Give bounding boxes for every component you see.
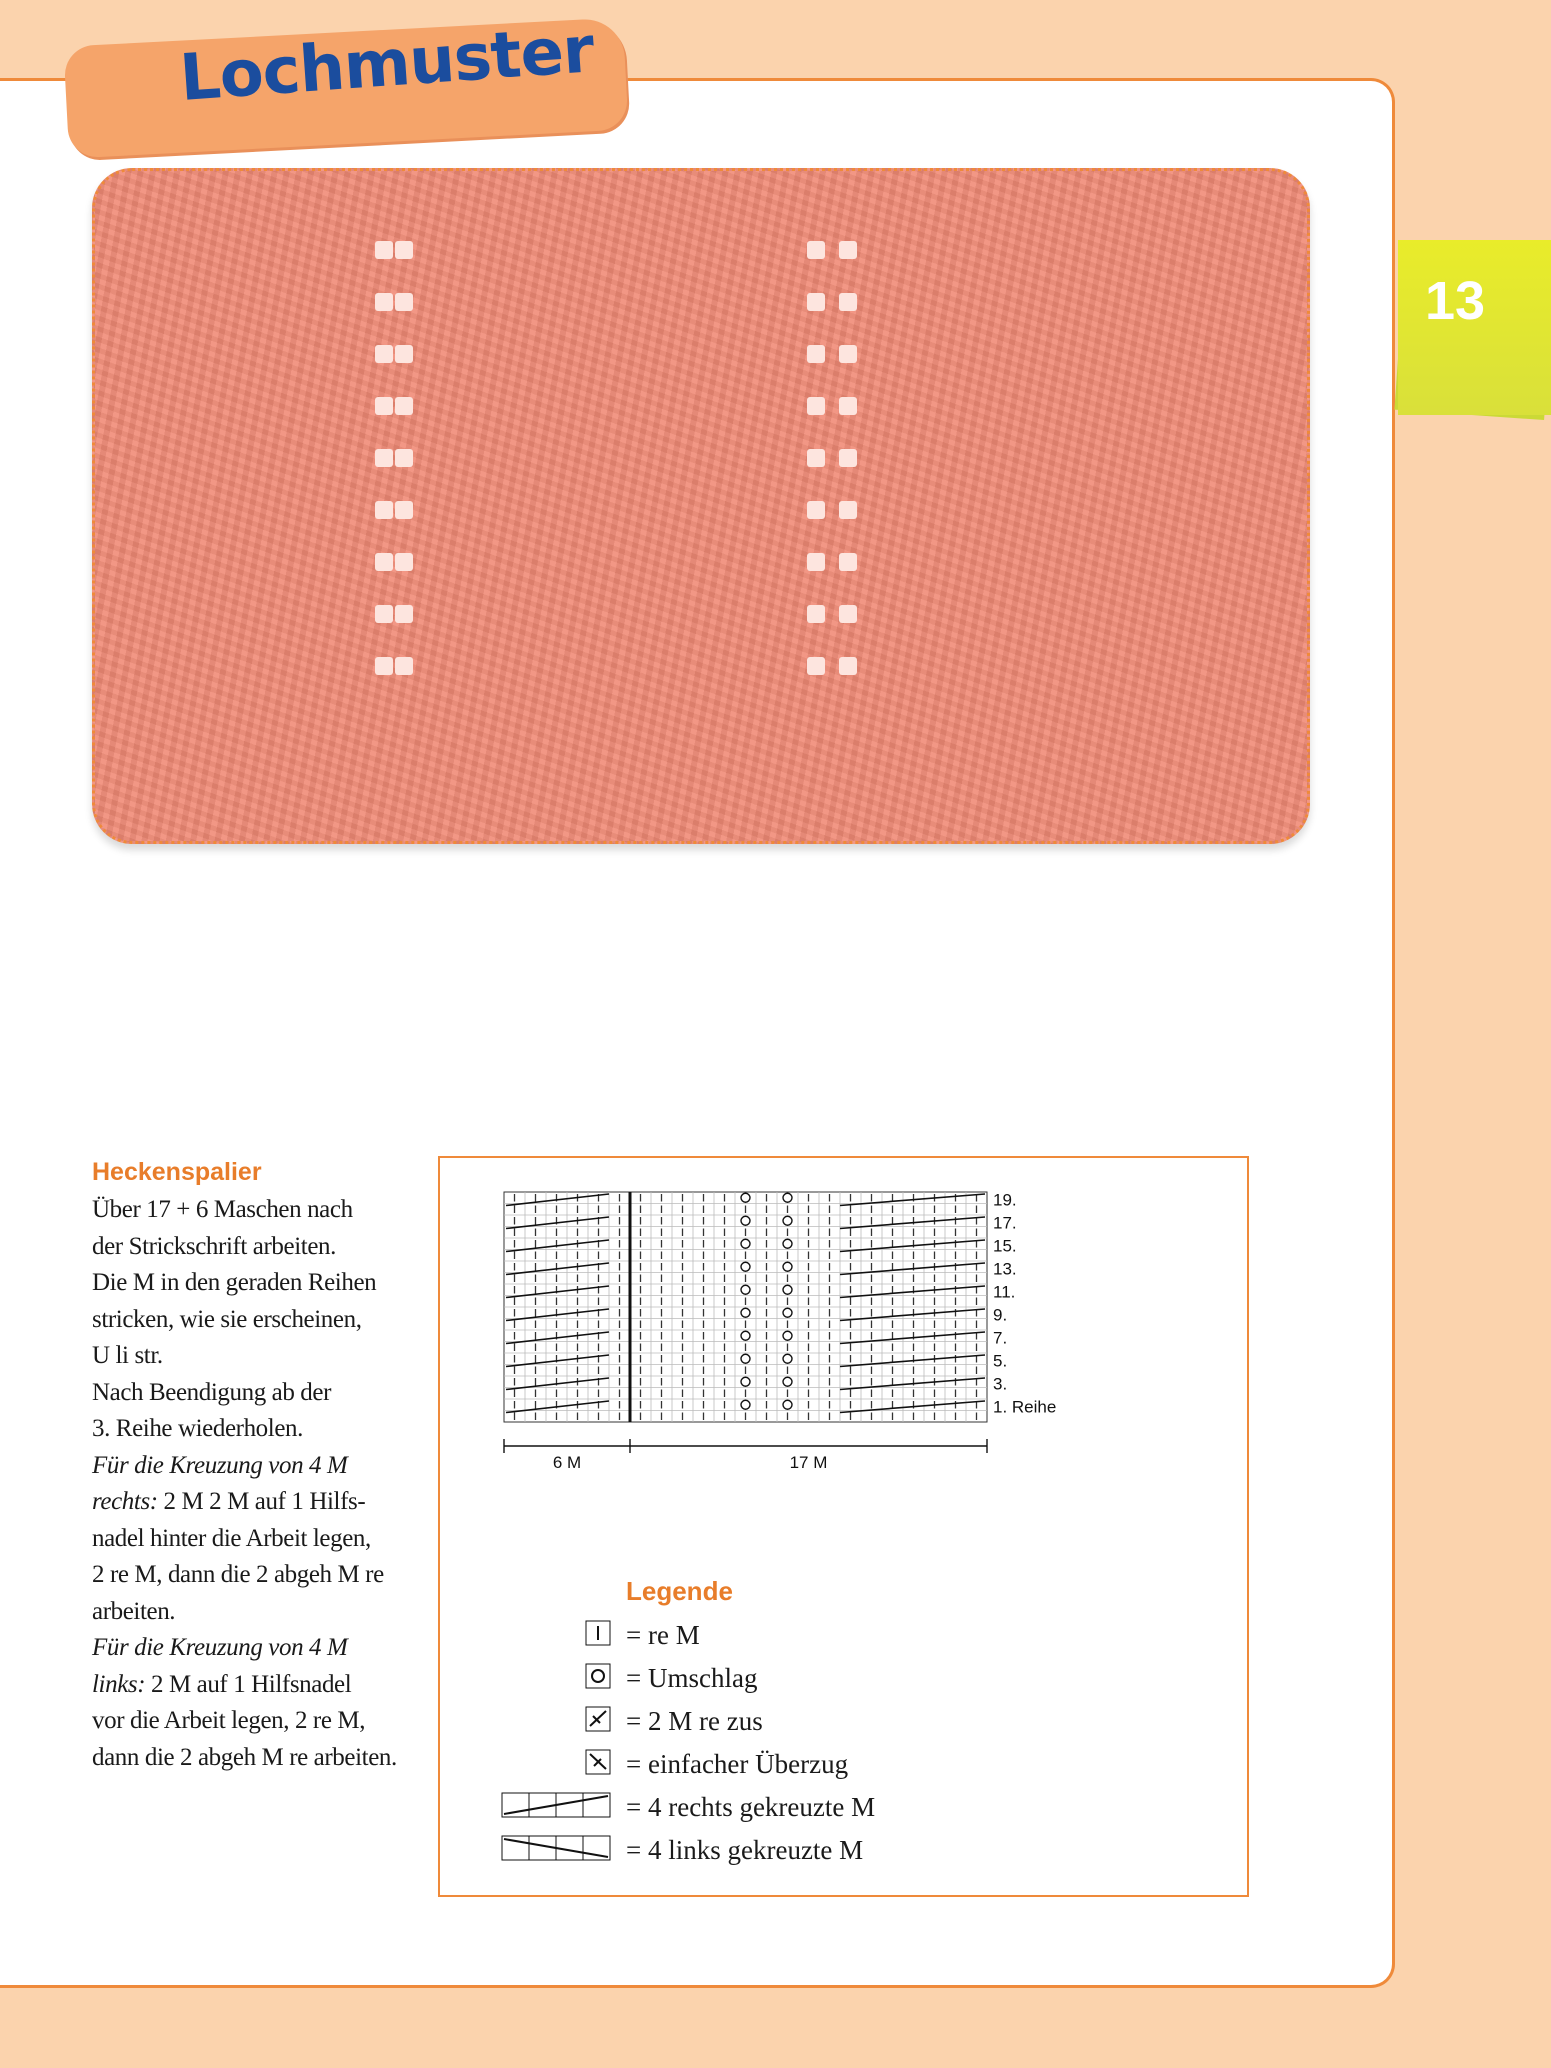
instruction-line xyxy=(92,1192,432,1229)
instruction-italic: Für die Kreuzung von 4 M xyxy=(92,1634,348,1661)
instruction-text: stricken, wie sie erscheinen, xyxy=(92,1305,362,1333)
yarn-over-mark xyxy=(783,1262,792,1271)
yarn-over-mark xyxy=(741,1285,750,1294)
yarn-over-mark xyxy=(741,1216,750,1225)
yarn-over-mark xyxy=(741,1400,750,1409)
right-cross-icon xyxy=(500,1792,612,1826)
eyelet-hole xyxy=(839,605,857,623)
width-label-6m: 6 M xyxy=(552,1453,582,1472)
instruction-text: Nach Beendigung ab der xyxy=(92,1378,332,1406)
eyelet-hole xyxy=(375,605,393,623)
eyelet-hole xyxy=(807,345,825,363)
instruction-text: 2 M 2 M auf 1 Hilfs- xyxy=(157,1488,366,1515)
yarn-over-mark xyxy=(783,1354,792,1363)
instruction-text: Die M in den geraden Reihen xyxy=(92,1269,377,1296)
instruction-line xyxy=(92,1265,432,1302)
eyelet-hole xyxy=(395,397,413,415)
instruction-line xyxy=(92,1703,432,1740)
eyelet-column xyxy=(807,241,827,709)
eyelet-hole xyxy=(375,501,393,519)
instruction-line xyxy=(92,1338,432,1375)
instruction-line xyxy=(92,1740,432,1777)
legend-label: = Umschlag xyxy=(626,1663,758,1693)
eyelet-hole xyxy=(375,657,393,675)
yarn-over-mark xyxy=(741,1331,750,1340)
instruction-text: arbeiten. xyxy=(92,1597,176,1625)
row-label: 9. xyxy=(993,1305,1008,1325)
eyelet-hole xyxy=(395,605,413,623)
instruction-italic: links: xyxy=(92,1670,146,1698)
eyelet-hole xyxy=(839,241,857,259)
instruction-text: nadel hinter die Arbeit legen, xyxy=(92,1524,371,1552)
eyelet-hole xyxy=(807,501,825,519)
instruction-line xyxy=(92,1411,432,1448)
eyelet-hole xyxy=(375,293,393,311)
row-label: 19. xyxy=(993,1190,1017,1210)
eyelet-hole xyxy=(375,241,393,259)
instruction-text: 2 re M, dann die 2 abgeh M re xyxy=(92,1561,384,1588)
ssk-icon xyxy=(500,1749,612,1783)
eyelet-hole xyxy=(807,241,825,259)
eyelet-hole xyxy=(839,501,857,519)
row-label: 5. xyxy=(993,1351,1008,1371)
instruction-line xyxy=(92,1594,432,1631)
instruction-line xyxy=(92,1667,432,1704)
instruction-line xyxy=(92,1484,432,1521)
eyelet-hole xyxy=(839,657,857,675)
knit-swatch-photo xyxy=(92,168,1310,844)
yarn-over-mark xyxy=(783,1193,792,1202)
instruction-line xyxy=(92,1448,432,1485)
instruction-text: der Strickschrift arbeiten. xyxy=(92,1232,336,1260)
instruction-line xyxy=(92,1521,432,1558)
eyelet-hole xyxy=(375,449,393,467)
eyelet-hole xyxy=(395,345,413,363)
page-title: Lochmuster xyxy=(177,13,596,116)
yarn-over-icon xyxy=(500,1663,612,1697)
instruction-italic: rechts: xyxy=(92,1488,158,1515)
eyelet-hole xyxy=(839,397,857,415)
yarn-over-mark xyxy=(741,1262,750,1271)
pattern-title: Heckenspalier xyxy=(92,1158,262,1186)
row-label: 13. xyxy=(993,1259,1017,1279)
legend-label: = 2 M re zus xyxy=(626,1706,763,1736)
legend-label: = 4 rechts gekreuzte M xyxy=(626,1792,876,1822)
legend-title: Legende xyxy=(626,1576,733,1606)
eyelet-hole xyxy=(839,293,857,311)
eyelet-hole xyxy=(375,345,393,363)
eyelet-hole xyxy=(395,449,413,467)
instruction-text: 2 M auf 1 Hilfsnadel xyxy=(145,1670,352,1698)
width-label-17m: 17 M xyxy=(789,1453,828,1472)
left-cross-icon xyxy=(500,1835,612,1869)
eyelet-hole xyxy=(807,605,825,623)
eyelet-column xyxy=(395,241,415,709)
yarn-over-mark xyxy=(741,1354,750,1363)
eyelet-hole xyxy=(395,553,413,571)
instruction-line xyxy=(92,1375,432,1412)
yarn-over-mark xyxy=(783,1308,792,1317)
eyelet-hole xyxy=(839,345,857,363)
eyelet-hole xyxy=(807,293,825,311)
instruction-line xyxy=(92,1557,432,1594)
pattern-instructions xyxy=(92,1192,432,1776)
k2tog-icon xyxy=(500,1706,612,1740)
eyelet-hole xyxy=(395,657,413,675)
eyelet-hole xyxy=(839,553,857,571)
yarn-over-mark xyxy=(741,1308,750,1317)
instruction-text: dann die 2 abgeh M re arbeiten. xyxy=(92,1743,397,1771)
eyelet-hole xyxy=(807,553,825,571)
yarn-over-mark xyxy=(783,1285,792,1294)
eyelet-column xyxy=(839,241,859,709)
eyelet-hole xyxy=(395,241,413,259)
yarn-over-mark xyxy=(741,1193,750,1202)
yarn-over-mark xyxy=(783,1400,792,1409)
legend-label: = einfacher Überzug xyxy=(626,1749,849,1779)
instruction-text: U li str. xyxy=(92,1342,163,1369)
row-label: 17. xyxy=(993,1213,1017,1233)
eyelet-hole xyxy=(375,397,393,415)
knit-icon xyxy=(500,1620,612,1654)
eyelet-hole xyxy=(807,449,825,467)
instruction-text: vor die Arbeit legen, 2 re M, xyxy=(92,1707,366,1734)
instruction-italic: Für die Kreuzung von 4 M xyxy=(92,1451,348,1479)
eyelet-hole xyxy=(395,501,413,519)
eyelet-hole xyxy=(839,449,857,467)
legend-label: = re M xyxy=(626,1620,700,1650)
row-label: 11. xyxy=(993,1282,1016,1302)
yarn-over-mark xyxy=(741,1239,750,1248)
yarn-over-mark xyxy=(783,1216,792,1225)
legend-label: = 4 links gekreuzte M xyxy=(626,1835,864,1865)
eyelet-hole xyxy=(375,553,393,571)
page-number: 13 xyxy=(1425,271,1486,331)
eyelet-hole xyxy=(395,293,413,311)
instruction-text: 3. Reihe wiederholen. xyxy=(92,1415,303,1442)
eyelet-hole xyxy=(807,657,825,675)
instruction-line xyxy=(92,1229,432,1266)
eyelet-hole xyxy=(807,397,825,415)
eyelet-column xyxy=(375,241,395,709)
row-label: 3. xyxy=(993,1374,1008,1394)
row-label: 7. xyxy=(993,1328,1008,1348)
yarn-over-mark xyxy=(741,1377,750,1386)
yarn-over-mark xyxy=(783,1239,792,1248)
yarn-over-mark xyxy=(783,1331,792,1340)
knitting-chart xyxy=(500,1188,1220,1508)
row-label: 1. Reihe xyxy=(993,1397,1057,1417)
instruction-line xyxy=(92,1630,432,1667)
instruction-line xyxy=(92,1302,432,1339)
row-label: 15. xyxy=(993,1236,1017,1256)
instruction-text: Über 17 + 6 Maschen nach xyxy=(92,1196,353,1223)
yarn-over-mark xyxy=(783,1377,792,1386)
